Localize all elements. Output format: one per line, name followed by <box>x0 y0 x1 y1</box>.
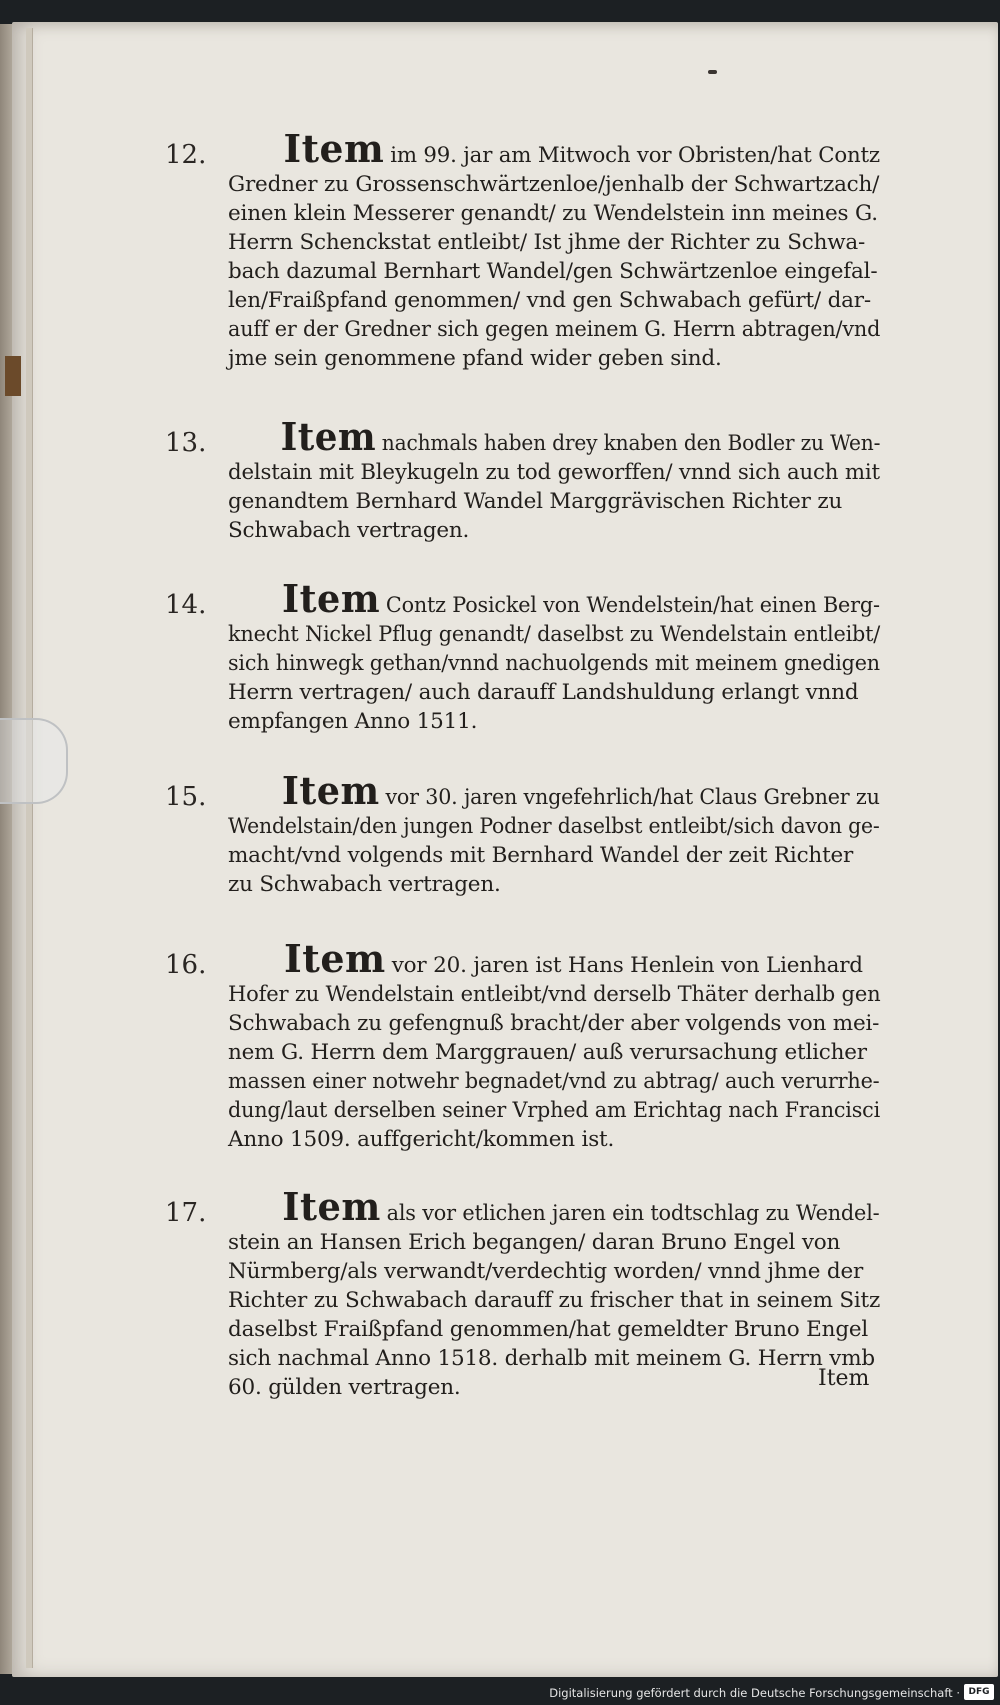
text-line: knecht Nickel Pflug genandt/ daselbst zu Wendelstain entleibt/ <box>228 622 881 647</box>
text-line: daselbst Fraißpfand genommen/hat gemeldter Bruno Engel <box>228 1317 869 1342</box>
text-line: Richter zu Schwabach darauff zu frischer that in seinem Sitz <box>228 1288 881 1313</box>
entry-number: 15. <box>165 782 207 812</box>
text-line: genandtem Bernhard Wandel Marggrävischen Richter zu <box>228 489 843 514</box>
entry-text <box>228 576 881 736</box>
item-initial-word: Item <box>280 414 377 459</box>
text-line: sich nachmal Anno 1518. derhalb mit meinem G. Herrn vmb <box>228 1346 875 1371</box>
text-line: stein an Hansen Erich begangen/ daran Bruno Engel von <box>228 1230 841 1255</box>
text-line: jme sein genommene pfand wider geben sind. <box>228 346 722 371</box>
text-line: Item vor 30. jaren vngefehrlich/hat Claus Grebner zu <box>281 768 880 813</box>
text-line: Gredner zu Grossenschwärtzenloe/jenhalb der Schwartzach/ <box>228 172 880 197</box>
entry-number: 16. <box>165 950 207 980</box>
text-line: delstain mit Bleykugeln zu tod geworffen/ vnnd sich auch mit <box>228 460 880 485</box>
text-line: empfangen Anno 1511. <box>228 709 478 734</box>
text-line: Item nachmals haben drey knaben den Bodler zu Wen- <box>280 414 881 459</box>
entry-text <box>228 414 881 545</box>
text-line: Herrn vertragen/ auch darauff Landshuldung erlangt vnnd <box>228 680 859 705</box>
item-initial-word: Item <box>281 768 380 813</box>
text-line: Herrn Schenckstat entleibt/ Ist jhme der Richter zu Schwa- <box>228 230 866 255</box>
text-line: len/Fraißpfand genommen/ vnd gen Schwabach gefürt/ dar- <box>228 288 871 313</box>
text-line: Nürmberg/als verwandt/verdechtig worden/ vnnd jhme der <box>228 1259 864 1284</box>
text-line: bach dazumal Bernhart Wandel/gen Schwärtzenloe eingefal- <box>228 259 878 284</box>
text-line: Anno 1509. auffgericht/kommen ist. <box>228 1127 615 1152</box>
text-line: Schwabach vertragen. <box>228 518 470 543</box>
item-initial-word: Item <box>283 126 385 171</box>
item-initial-word: Item <box>284 936 386 981</box>
item-initial-word: Item <box>282 1184 381 1229</box>
footer-bar <box>0 1679 1000 1705</box>
text-line: zu Schwabach vertragen. <box>228 872 501 897</box>
catchword: Item <box>818 1366 870 1391</box>
entry-number: 13. <box>165 428 207 458</box>
item-initial-word: Item <box>282 576 381 621</box>
page-binding-edge <box>26 28 33 1668</box>
entry-text <box>228 768 880 899</box>
entry-number: 17. <box>165 1198 207 1228</box>
entry-number: 12. <box>165 140 207 170</box>
entry-text <box>228 936 881 1154</box>
dfg-logo: DFG <box>964 1684 994 1700</box>
funding-notice: Digitalisierung gefördert durch die Deutsche Forschungsgemeinschaft · <box>549 1686 960 1700</box>
text-line: Hofer zu Wendelstain entleibt/vnd derselb Thäter derhalb gen <box>228 982 881 1007</box>
page-tab-clip <box>0 718 68 804</box>
text-line: dung/laut derselben seiner Vrphed am Erichtag nach Francisci <box>228 1098 881 1123</box>
entry-text <box>228 126 881 373</box>
ink-mark <box>708 70 717 74</box>
text-line: einen klein Messerer genandt/ zu Wendelstein inn meines G. <box>228 201 878 226</box>
text-line: Item als vor etlichen jaren ein todtschlag zu Wendel- <box>282 1184 880 1229</box>
text-line: Schwabach zu gefengnuß bracht/der aber volgends von mei- <box>228 1011 880 1036</box>
text-line: Wendelstain/den jungen Podner daselbst entleibt/sich davon ge- <box>228 814 880 839</box>
text-line: Item Contz Posickel von Wendelstein/hat einen Berg- <box>282 576 880 621</box>
text-line: Item im 99. jar am Mitwoch vor Obristen/hat Contz <box>283 126 880 171</box>
text-line: auff er der Gredner sich gegen meinem G. Herrn abtragen/vnd <box>228 317 881 342</box>
text-line: massen einer notwehr begnadet/vnd zu abtrag/ auch verurrhe- <box>228 1069 880 1094</box>
text-line: nem G. Herrn dem Marggrauen/ auß verursachung etlicher <box>228 1040 867 1065</box>
text-line: macht/vnd volgends mit Bernhard Wandel der zeit Richter <box>228 843 854 868</box>
entry-number: 14. <box>165 590 207 620</box>
text-line: 60. gülden vertragen. <box>228 1375 461 1400</box>
text-line: Item vor 20. jaren ist Hans Henlein von Lienhard <box>284 936 863 981</box>
text-line: sich hinwegk gethan/vnnd nachuolgends mit meinem gnedigen <box>228 651 880 676</box>
page-marker <box>5 356 21 396</box>
entry-text <box>228 1184 881 1402</box>
